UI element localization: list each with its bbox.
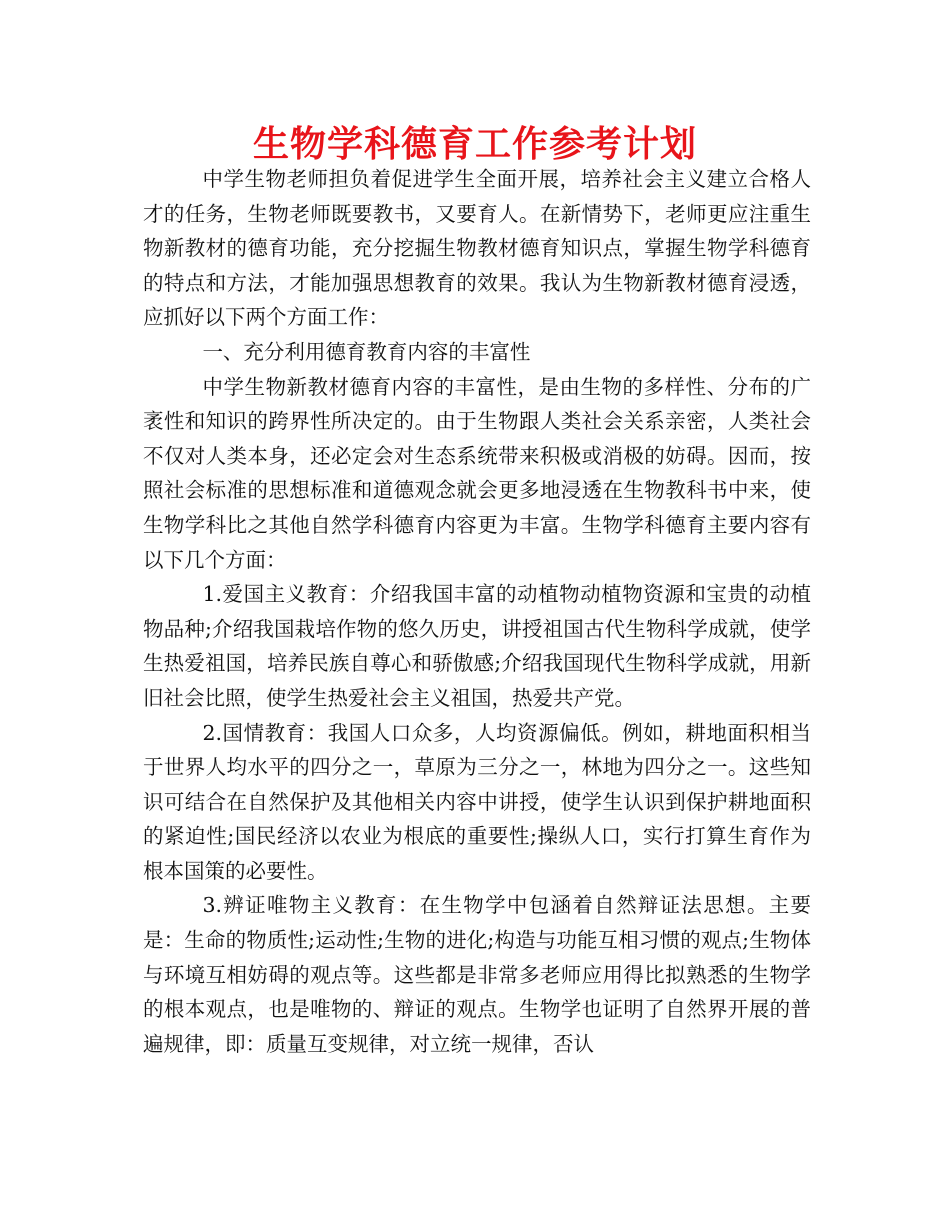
list-item-patriotism: 1.爱国主义教育：介绍我国丰富的动植物动植物资源和宝贵的动植物品种;介绍我国栽培作物的悠久历史，讲授祖国古代生物科学成就，使学生热爱祖国，培养民族自尊心和骄傲感;介绍我国现代生物科学成就，用新旧社会比照，使学生热爱社会主义祖国，热爱共产党。 [143, 582, 811, 710]
document-body [143, 162, 811, 1061]
section-paragraph: 中学生物新教材德育内容的丰富性，是由生物的多样性、分布的广袤性和知识的跨界性所决定的。由于生物跟人类社会关系亲密，人类社会不仅对人类本身，还必定会对生态系统带来积极或消极的妨碍。因而，按照社会标准的思想标准和道德观念就会更多地浸透在生物教科书中来，使生物学科比之其他自然学科德育内容更为丰富。生物学科德育主要内容有以下几个方面： [143, 374, 811, 572]
page-title: 生物学科德育工作参考计划 [252, 124, 697, 165]
intro-paragraph: 中学生物老师担负着促进学生全面开展，培养社会主义建立合格人才的任务，生物老师既要教书，又要育人。在新情势下，老师更应注重生物新教材的德育功能，充分挖掘生物教材德育知识点，掌握生物学科德育的特点和方法，才能加强思想教育的效果。我认为生物新教材德育浸透，应抓好以下两个方面工作： [143, 167, 811, 330]
section-heading: 一、充分利用德育教育内容的丰富性 [202, 339, 531, 364]
list-item-dialectical-materialism: 3.辨证唯物主义教育：在生物学中包涵着自然辩证法思想。主要是：生命的物质性;运动性;生物的进化;构造与功能互相习惯的观点;生物体与环境互相妨碍的观点等。这些都是非常多老师应用得比拟熟悉的生物学的根本观点，也是唯物的、辩证的观点。生物学也证明了自然界开展的普遍规律，即：质量互变规律，对立统一规律，否认 [143, 893, 811, 1056]
list-item-national-conditions: 2.国情教育：我国人口众多，人均资源偏低。例如，耕地面积相当于世界人均水平的四分之一，草原为三分之一，林地为四分之一。这些知识可结合在自然保护及其他相关内容中讲授，使学生认识到保护耕地面积的紧迫性;国民经济以农业为根底的重要性;操纵人口，实行打算生育作为根本国策的必要性。 [143, 720, 811, 883]
